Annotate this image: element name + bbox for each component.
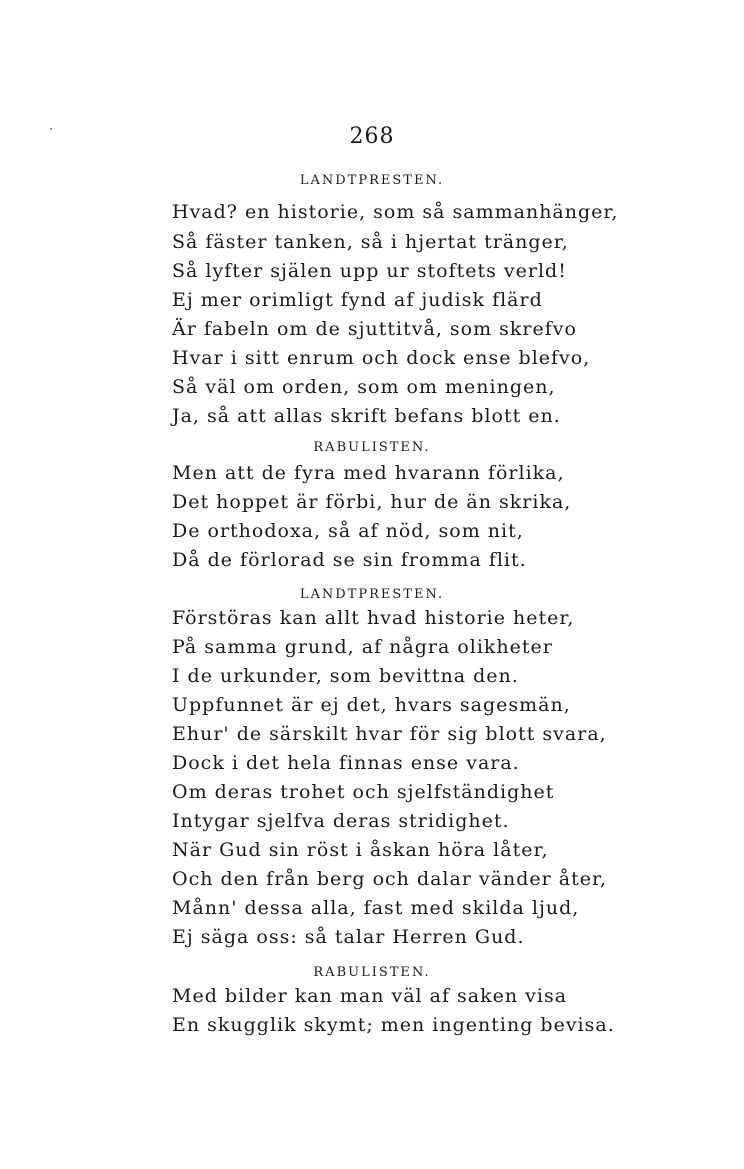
verse-line: I de urkunder, som bevittna den. (172, 665, 519, 687)
verse-line: Intygar sjelfva deras stridighet. (172, 810, 510, 832)
speaker-heading: LANDTPRESTEN. (299, 173, 445, 188)
verse-line: Ja, så att allas skrift befans blott en. (172, 405, 561, 427)
speaker-heading: LANDTPRESTEN. (299, 587, 445, 602)
verse-line: När Gud sin röst i åskan höra låter, (172, 839, 549, 861)
verse-line: Är fabeln om de sjuttitvå, som skrefvo (172, 318, 577, 340)
verse-line: De orthodoxa, så af nöd, som nit, (172, 520, 524, 542)
verse-line: Ej mer orimligt fynd af judisk flärd (172, 289, 543, 311)
verse-line: Uppfunnet är ej det, hvars sagesmän, (172, 694, 571, 716)
verse-line: Förstöras kan allt hvad historie heter, (172, 607, 575, 629)
speaker-heading: RABULISTEN. (313, 440, 431, 455)
verse-line: På samma grund, af några olikheter (172, 636, 553, 658)
verse-line: En skugglik skymt; men ingenting bevisa. (172, 1014, 615, 1036)
verse-line: Om deras trohet och sjelfständighet (172, 781, 555, 803)
verse-line: Det hoppet är förbi, hur de än skrika, (172, 491, 572, 513)
verse-line: Ehur' de särskilt hvar för sig blott svara, (172, 723, 607, 745)
verse-line: Då de förlorad se sin fromma flit. (172, 549, 527, 571)
page-number: 268 (349, 124, 395, 149)
speaker-heading: RABULISTEN. (313, 965, 431, 980)
verse-line: Så lyfter själen upp ur stoftets verld! (172, 260, 567, 282)
verse-line: Så fäster tanken, så i hjertat tränger, (172, 231, 569, 253)
verse-line: Hvar i sitt enrum och dock ense blefvo, (172, 347, 591, 369)
verse-line: Så väl om orden, som om meningen, (172, 376, 556, 398)
verse-line: Hvad? en historie, som så sammanhänger, (172, 201, 619, 223)
verse-line: Ej säga oss: så talar Herren Gud. (172, 926, 525, 948)
verse-line: Men att de fyra med hvarann förlika, (172, 462, 565, 484)
verse-line: Månn' dessa alla, fast med skilda ljud, (172, 897, 580, 919)
verse-line: Dock i det hela finnas ense vara. (172, 752, 520, 774)
verse-line: Med bilder kan man väl af saken visa (172, 985, 568, 1007)
verse-line: Och den från berg och dalar vänder åter, (172, 868, 608, 890)
